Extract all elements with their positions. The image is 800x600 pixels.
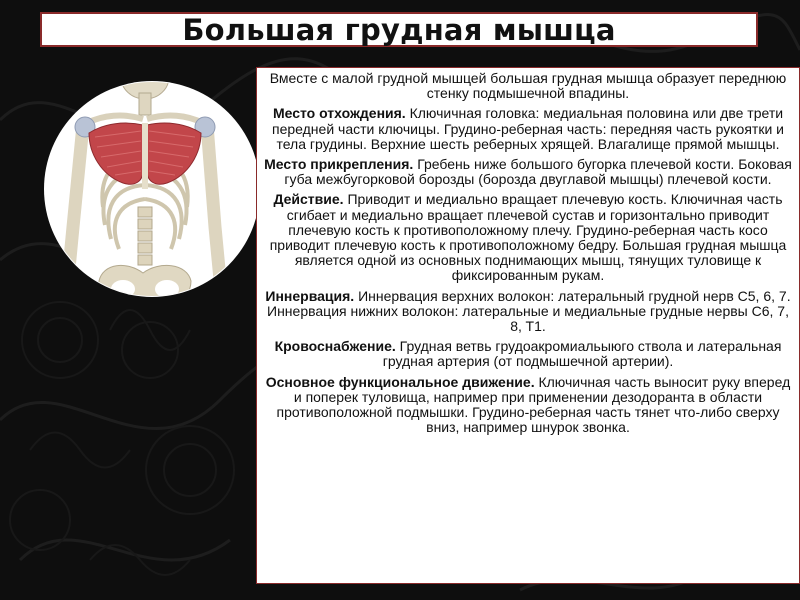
insertion-paragraph bbox=[262, 157, 794, 187]
blood-supply-paragraph bbox=[262, 339, 794, 369]
innervation-paragraph bbox=[262, 289, 794, 335]
action-text: Приводит и медиально вращает плечевую кость. Ключичная часть сгибает и медиально вращает плечевой сустав и горизонтально приводит плечевую кость к противоположному плечу. Грудино-реберная часть косо приводит плечевую кость к противоположному бедру. Большая грудная мышца является одной из основных поднимающих мышц, тянущих туловище к фиксированным рукам. bbox=[269, 191, 787, 284]
insertion-text: Гребень ниже большого бугорка плечевой кости. Боковая губа межбугорковой борозды (борозда двуглавой мышцы) плечевой кости. bbox=[284, 156, 792, 188]
text-panel bbox=[256, 67, 800, 584]
action-label: Действие. bbox=[273, 191, 344, 208]
slide-title: Большая грудная мышца bbox=[182, 12, 616, 47]
functional-movement-text: Ключичная часть выносит руку вперед и поперек туловища, например при применении дезодоранта в области противоположной подмышки. Грудино-реберная часть тянет что-либо сверху вниз, например шнурок звонка. bbox=[276, 373, 791, 436]
functional-movement-label: Основное функциональное движение. bbox=[265, 373, 535, 390]
pectoralis-major-skeleton-icon bbox=[43, 67, 261, 311]
innervation-text: Иннервация верхних волокон: латеральный грудной нерв C5, 6, 7. Иннервация нижних волокон: латеральные и медиальные грудные нервы C6, 7, 8, T1. bbox=[267, 287, 791, 335]
blood-supply-label: Кровоснабжение. bbox=[274, 338, 396, 355]
innervation-label: Иннервация. bbox=[265, 287, 355, 304]
insertion-label: Место прикрепления. bbox=[264, 156, 414, 173]
origin-text: Ключичная головка: медиальная половина или две трети передней части ключицы. Грудино-реберная часть: передняя часть рукоятки и тела грудины. Верхние шесть реберных хрящей. Влагалище прямой мышцы. bbox=[272, 105, 784, 152]
functional-movement-paragraph bbox=[262, 375, 794, 436]
intro-paragraph: Вместе с малой грудной мышцей большая грудная мышца образует переднюю стенку подмышечной впадины. bbox=[269, 70, 787, 102]
title-bar bbox=[40, 12, 758, 47]
blood-supply-text: Грудная ветвь грудоакромиальыюго ствола и латеральная грудная артерия (от подмышечной артерии). bbox=[382, 338, 782, 370]
origin-label: Место отхождения. bbox=[272, 105, 406, 122]
origin-paragraph bbox=[262, 106, 794, 152]
action-paragraph bbox=[262, 192, 794, 283]
